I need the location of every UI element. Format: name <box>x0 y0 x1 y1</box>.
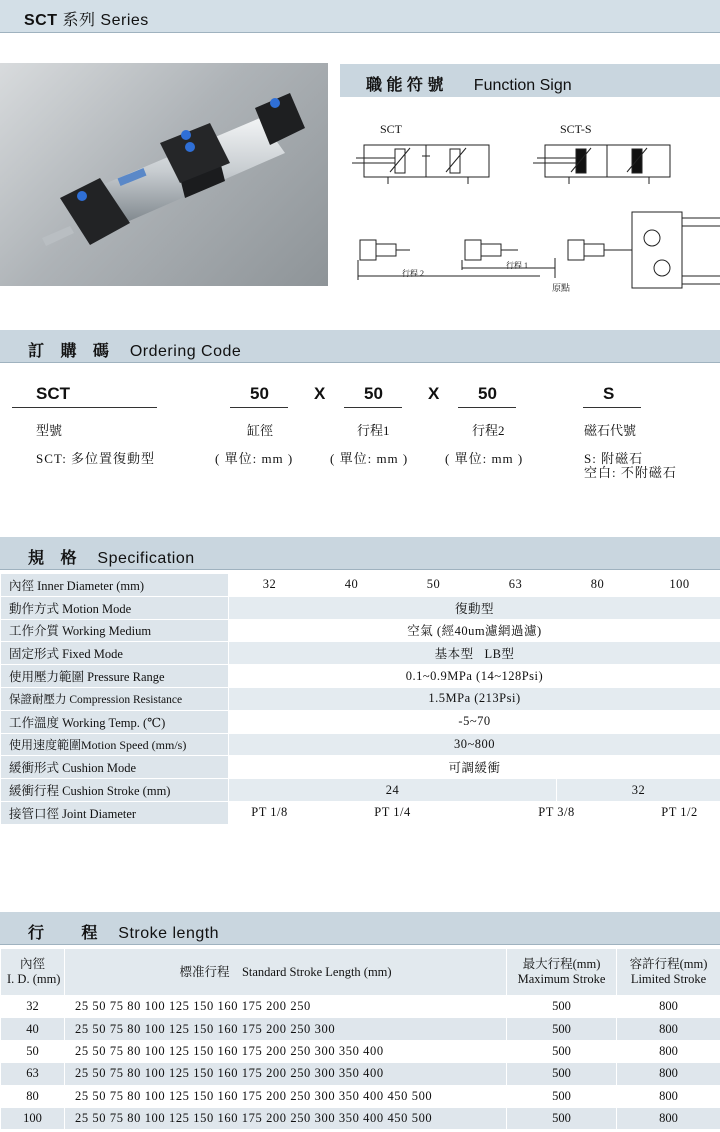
spec-value: 30~800 <box>229 733 720 756</box>
stroke-limited: 800 <box>617 1085 720 1107</box>
ordering-title-zh: 訂 購 碼 <box>28 343 115 360</box>
label-magnet: 磁石代號 <box>584 423 637 438</box>
label-stroke1: 行程1 <box>357 423 390 438</box>
stroke-limited: 800 <box>617 1018 720 1040</box>
spec-bore-value: 32 <box>229 574 311 597</box>
series-title-en: Series <box>100 12 149 29</box>
label-model: 型號 <box>36 423 63 438</box>
stroke-lengths: 25 50 75 80 100 125 150 160 175 200 250 300 350 400 450 500 <box>65 1107 507 1129</box>
stroke-table-row <box>1 996 720 1018</box>
spec-label: 工作介質 Working Medium <box>1 619 229 642</box>
code-bore: 50 <box>250 384 269 403</box>
spec-title-zh: 規 格 <box>28 550 83 567</box>
spec-row-cushion-stroke <box>1 779 720 802</box>
ordering-code-header <box>0 330 720 363</box>
stroke-max: 500 <box>507 996 617 1018</box>
spec-row <box>1 710 720 733</box>
origin-label: 原點 <box>552 283 571 293</box>
stroke-head-lim-en: Limited Stroke <box>630 972 707 986</box>
stroke-id: 100 <box>1 1107 65 1129</box>
series-title-zh: 系列 <box>62 12 96 29</box>
code-stroke2: 50 <box>478 384 497 403</box>
stroke-table <box>0 948 720 1130</box>
product-photo <box>0 63 328 286</box>
specification-table <box>0 573 720 825</box>
stroke-limited: 800 <box>617 1107 720 1129</box>
desc-bore-unit: ( 單位: mm ) <box>215 451 294 466</box>
stroke-head-max <box>507 949 617 996</box>
desc-magnet-without: 空白: 不附磁石 <box>584 465 677 480</box>
stroke-table-row <box>1 1085 720 1107</box>
spec-row <box>1 687 720 710</box>
spec-joint-value: PT 3/8 <box>475 801 639 824</box>
spec-label: 使用速度範圍Motion Speed (mm/s) <box>1 733 229 756</box>
desc-stroke1-unit: ( 單位: mm ) <box>330 451 409 466</box>
stroke-id: 50 <box>1 1040 65 1062</box>
spec-row <box>1 665 720 688</box>
spec-bore-value: 40 <box>311 574 393 597</box>
stroke-max: 500 <box>507 1085 617 1107</box>
stroke-table-row <box>1 1018 720 1040</box>
stroke-title-zh: 行 程 <box>28 925 104 942</box>
stroke-limited: 800 <box>617 996 720 1018</box>
stroke-head-id-en: I. D. (mm) <box>7 972 61 986</box>
function-sign-header <box>340 64 720 97</box>
spec-row <box>1 619 720 642</box>
stroke-table-row <box>1 1063 720 1085</box>
spec-value: 1.5MPa (213Psi) <box>229 687 720 710</box>
code-separator-2: X <box>428 384 440 403</box>
function-sign-title-en: Function Sign <box>473 77 572 94</box>
stroke-lengths: 25 50 75 80 100 125 150 160 175 200 250 300 350 400 <box>65 1063 507 1085</box>
spec-joint-value: PT 1/8 <box>229 801 311 824</box>
spec-label: 使用壓力範圍 Pressure Range <box>1 665 229 688</box>
series-title <box>24 7 149 30</box>
stroke-id: 80 <box>1 1085 65 1107</box>
spec-bore-value: 100 <box>639 574 720 597</box>
spec-joint-value: PT 1/4 <box>311 801 475 824</box>
stroke-lengths: 25 50 75 80 100 125 150 160 175 200 250 300 350 400 <box>65 1040 507 1062</box>
spec-label: 內徑 Inner Diameter (mm) <box>1 574 229 597</box>
sct-symbol-label: SCT <box>380 122 403 136</box>
code-model: SCT <box>36 384 70 403</box>
spec-label: 緩衝形式 Cushion Mode <box>1 756 229 779</box>
spec-row-bore <box>1 574 720 597</box>
spec-label: 接管口徑 Joint Diameter <box>1 801 229 824</box>
spec-label: 工作溫度 Working Temp. (℃) <box>1 710 229 733</box>
spec-value: 可調緩衝 <box>229 756 720 779</box>
stroke-lengths: 25 50 75 80 100 125 150 160 175 200 250 300 <box>65 1018 507 1040</box>
spec-value: 復動型 <box>229 596 720 619</box>
label-bore: 缸徑 <box>247 423 274 438</box>
stroke-head-max-en: Maximum Stroke <box>517 972 606 986</box>
stroke-id: 40 <box>1 1018 65 1040</box>
desc-model: SCT: 多位置復動型 <box>36 451 156 466</box>
stroke-head-max-zh: 最大行程(mm) <box>522 957 601 971</box>
spec-value: 0.1~0.9MPa (14~128Psi) <box>229 665 720 688</box>
spec-row-joint <box>1 801 720 824</box>
function-sign-title-zh: 職 能 符 號 <box>366 77 444 94</box>
code-magnet: S <box>603 384 615 403</box>
stroke-id: 63 <box>1 1063 65 1085</box>
stroke-head-standard: 標准行程 Standard Stroke Length (mm) <box>65 949 507 996</box>
spec-value: -5~70 <box>229 710 720 733</box>
code-stroke1: 50 <box>364 384 383 403</box>
desc-magnet-with: S: 附磁石 <box>584 451 644 466</box>
stroke-lengths: 25 50 75 80 100 125 150 160 175 200 250 300 350 400 450 500 <box>65 1085 507 1107</box>
stroke-max: 500 <box>507 1040 617 1062</box>
spec-value: 基本型 LB型 <box>229 642 720 665</box>
series-header <box>0 0 720 33</box>
spec-cushion-large: 32 <box>557 779 720 802</box>
stroke-head-id <box>1 949 65 996</box>
spec-label: 固定形式 Fixed Mode <box>1 642 229 665</box>
spec-joint-value: PT 1/2 <box>639 801 720 824</box>
cylinder-illustration <box>0 63 328 286</box>
stroke-head-lim-zh: 容許行程(mm) <box>629 957 708 971</box>
stroke-title-en: Stroke length <box>118 925 220 942</box>
spec-row <box>1 756 720 779</box>
spec-row <box>1 733 720 756</box>
stroke-limited: 800 <box>617 1063 720 1085</box>
spec-bore-value: 63 <box>475 574 557 597</box>
desc-stroke2-unit: ( 單位: mm ) <box>445 451 524 466</box>
stroke-max: 500 <box>507 1107 617 1129</box>
stroke-lengths: 25 50 75 80 100 125 150 160 175 200 250 <box>65 996 507 1018</box>
code-separator-1: X <box>314 384 326 403</box>
stroke-id: 32 <box>1 996 65 1018</box>
stroke2-dimension-label: 行程 2 <box>402 269 424 278</box>
label-stroke2: 行程2 <box>472 423 505 438</box>
stroke-max: 500 <box>507 1063 617 1085</box>
specification-header <box>0 537 720 570</box>
spec-row <box>1 596 720 619</box>
stroke-table-row <box>1 1107 720 1129</box>
spec-label: 保證耐壓力 Compression Resistance <box>1 687 229 710</box>
stroke1-dimension-label: 行程 1 <box>506 261 528 270</box>
spec-row <box>1 642 720 665</box>
spec-bore-value: 50 <box>393 574 475 597</box>
stroke-max: 500 <box>507 1018 617 1040</box>
series-model: SCT <box>24 12 58 29</box>
function-sign-diagram <box>350 118 720 298</box>
stroke-limited: 800 <box>617 1040 720 1062</box>
spec-label: 動作方式 Motion Mode <box>1 596 229 619</box>
spec-value: 空氣 (經40um濾網過濾) <box>229 619 720 642</box>
stroke-table-header <box>1 949 720 996</box>
ordering-title-en: Ordering Code <box>129 343 242 360</box>
stroke-head-limited <box>617 949 720 996</box>
stroke-table-row <box>1 1040 720 1062</box>
spec-title-en: Specification <box>97 550 195 567</box>
sct-s-symbol-label: SCT-S <box>560 122 592 136</box>
spec-cushion-small: 24 <box>229 779 557 802</box>
spec-label: 緩衝行程 Cushion Stroke (mm) <box>1 779 229 802</box>
stroke-head-id-zh: 內徑 <box>19 957 45 971</box>
stroke-length-header <box>0 912 720 945</box>
spec-bore-value: 80 <box>557 574 639 597</box>
